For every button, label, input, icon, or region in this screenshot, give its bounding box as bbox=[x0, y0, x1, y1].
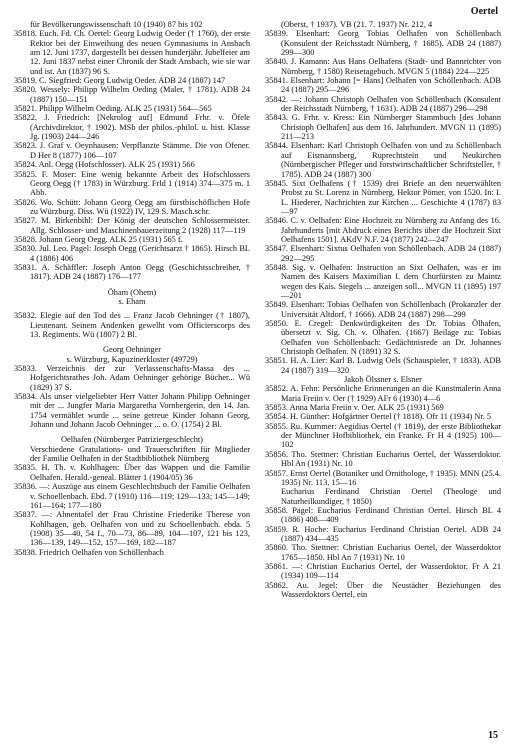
bibliography-entry: 35823. J. Graf v. Oeynhausen: Verpflanzte Stämme. Die von Ofener. D Her 8 (1877) 106—107 bbox=[14, 141, 250, 160]
bibliography-entry: 35818. Euch. Fd. Ch. Oertel: Georg Ludwig Oeder († 1760), der erste Rektor bei der Einweihung des neuen Gymnasiums in Ansbach am 12. Juni 1737, dargestellt bei dessen hunderjähr. Jubelfeier am 12. Juni 1837 nebst einer Chronik der Stadt Ansbach, wie sie war und ist. An (1837) 96 S. bbox=[14, 29, 250, 76]
bibliography-entry: 35826. Wo. Schütt: Johann Georg Oegg am fürstbischöflichen Hofe zu Würzburg. Diss. Wü (1922) IV, 129 S. Masch.schr. bbox=[14, 197, 250, 216]
bibliography-entry: 35833. Verzeichnis der zur Verlassenschafts-Massa des ... Hofgerichtsrathes Joh. Adam Oehninger gehörige Bücher... Wü (1829) 37 S. bbox=[14, 364, 250, 392]
bibliography-entry: 35856. Tho. Stettner: Christian Eucharius Oertel, der Wasserdoktor. Hbl An (1931) Nr. 10 bbox=[265, 449, 501, 469]
bibliography-entry: 35827. M. Birkenbihl: Der König der deutschen Schlossermeister. Allg. Schlosser- und Maschinenbauerzeitung 2 (1928) 117—119 bbox=[14, 216, 250, 235]
bibliography-entry: 35834. Als unser vielgeliebter Herr Vatter Johann Philipp Oehninger mit der ... Jungfer Maria Margaretha Vornbergerin, den 14. Jan. 1754 vermählet wurde ... seine getreue Kinder Johann Georg, Johann und Johann Jacob Oehninger ... o. O. (1754) 2 Bl. bbox=[14, 392, 250, 430]
bibliography-entry: s. Würzburg, Kapuzinerkloster (49729) bbox=[66, 354, 198, 364]
bibliography-entry: Jakob Ölssner s. Elsner bbox=[344, 375, 422, 385]
bibliography-entry: 35841. Elsenhart: Johann [= Hans] Oelhafen von Schöllenbach. ADB 24 (1887) 295—296 bbox=[265, 76, 501, 95]
bibliography-entry: 35842. —: Johann Christoph Oelhafen von Schöllenbach (Konsulent der Reichsstadt Nürnberg, † 1631). ADB 24 (1887) 296—298 bbox=[265, 94, 501, 114]
bibliography-entry: 35820. Wessely: Philipp Wilhelm Oeding (Maler, † 1781). ADB 24 (1887) 150—151 bbox=[14, 85, 250, 104]
bibliography-entry: 35857. Ernst Oertel (Botaniker und Ornithologe, † 1935). MNN (25.4. 1935) Nr. 113, 15—16 bbox=[265, 468, 501, 487]
bibliography-entry: 35854. H. Günther: Hofgärtner Oertel († 1818). Ofr 11 (1934) Nr. 5 bbox=[265, 412, 492, 422]
page-number: 15 bbox=[488, 730, 498, 741]
bibliography-entry: Verschiedene Gratulations- und Trauerschriften für Mitglieder der Familie Oelhafen in der Stadtbibliothek Nürnberg bbox=[30, 444, 250, 464]
right-column bbox=[265, 20, 501, 599]
bibliography-entry: 35845. Sixt Oelhafens († 1539) drei Briefe an den neuerwählten Probst zu St. Lorenz in Nürnberg, Hektor Pömer, von 1520. In: I. L. Hiederer, Nachrichten zur Kirchen ... Geschichte 4 (1787) 83—97 bbox=[265, 178, 501, 216]
bibliography-entry: 35843. G. Frhr. v. Kress: Ein Nürnberger Stammbuch [des Johann Christoph Oelhafen] aus dem 16. Jahrhundert. MVGN 11 (1895) 211—213 bbox=[265, 113, 501, 142]
bibliography-entry: 35830. Jul. Leo. Pagel: Joseph Oegg (Gerichtsarzt † 1865). Hirsch BL 4 (1886) 406 bbox=[14, 244, 250, 263]
bibliography-entry: 35850. E. Cregel: Denkwürdigkeiten des Dr. Tobias Ölhafen, übersetzt v. Sig. Ch. v. Olhafen. (1667) Beilage zu: Tobias Oelhafen von Schöllenbach: Gedächtnisrede an Dr. Johannes Christoph Oelhafen. N (1891) 32 S. bbox=[265, 319, 501, 357]
bibliography-entry: 35836. —: Auszüge aus einem Geschlechtsbuch der Familie Oelhafen v. Schoellenbach. Ebd. 7 (1910) 116—119; 129—133; 145—149; 161—164; 177—180 bbox=[14, 482, 250, 510]
bibliography-entry: 35838. Friedrich Oelhafen von Schöllenbach bbox=[14, 547, 164, 557]
bibliography-entry: 35825. F. Moser: Eine wenig bekannte Arbeit des Hofschlossers Georg Oegg († 1783) in Würzburg. Frld 1 (1914) 374—375 m. 1 Abb. bbox=[14, 169, 250, 198]
left-column bbox=[14, 20, 250, 557]
bibliography-entry: 35824. Anl. Oegg (Hofschlosser). ALK 25 (1931) 566 bbox=[14, 160, 195, 170]
bibliography-entry: 35819. C. Siegfried: Georg Ludwig Oeder. ADB 24 (1887) 147 bbox=[14, 76, 226, 86]
bibliography-entry: 35849. Elsenhart: Tobias Oelhafen von Schöllenbach (Prokanzler der Universität Altdorf, † 1666). ADB 24 (1887) 298—299 bbox=[265, 300, 501, 319]
bibliography-entry: 35840. J. Kamann: Aus Hans Oelhafens (Stadt- und Bannrichter von Nürnberg, † 1580) Reisetagebuch. MVGN 5 (1884) 224—225 bbox=[265, 57, 501, 76]
bibliography-entry: 35821. Philipp Wilhelm Oeding. ALK 25 (1931) 564—565 bbox=[14, 104, 212, 114]
bibliography-entry: 35852. A. Fehn: Persönliche Erinnerungen an die Kunstmalerin Anna Maria Freiin v. Oer († 1929) AFr 6 (1930) 4—6 bbox=[265, 384, 501, 403]
bibliography-entry: (Oberst, † 1937). VB (21. 7. 1937) Nr. 212, 4 bbox=[281, 20, 433, 29]
bibliography-entry: 35847. Elsenhart: Sixtus Oelhafen von Schöllenbach. ADB 24 (1887) 292—295 bbox=[265, 244, 501, 263]
bibliography-entry: 35848. Sig. v. Oelhafen: Instruction an Sixt Oelhafen, was er im Namen des Kaisers Maximilian I. dem Churfürsten zu Maintz wegen des Kais. Siegels ... anzeigen soll... MVGN 11 (1895) 197—201 bbox=[265, 262, 501, 300]
bibliography-entry: 35822. J. Friedrich: [Nekrolog auf] Edmund Frhr. v. Öfele (Archivdirektor, † 1902). MSb der philos.-philol. u. hist. Klasse Jg. (1903) 244—246 bbox=[14, 113, 250, 142]
bibliography-entry: 35862. Au. Jegel: Über die Neustädter Beziehungen des Wasserdoktors Oertel, ein bbox=[265, 580, 501, 599]
bibliography-entry: 35855. Ru. Kummer: Aegidius Oertel († 1819), der erste Bibliothekar der Münchner Hofbibliothek, ein Franke. Fr H 4 (1925) 100—102 bbox=[265, 421, 501, 450]
running-header: Oertel bbox=[470, 6, 498, 17]
bibliography-entry: Georg Oehninger bbox=[102, 345, 161, 355]
bibliography-entry: 35861. —: Christian Eucharius Oertel, der Wasserdoktor. Fr A 21 (1934) 109—114 bbox=[265, 561, 501, 581]
bibliography-entry: 35844. Elsenhart: Karl Christoph Oelhafen von und zu Schöllenbach auf Eismannsberg, Ruprechtstein und Neukirchen (Nürnbergischer Pfleger und forstwirtschaftlicher Schriftsteller, † 1785). ADB 24 (1887) 300 bbox=[265, 141, 501, 179]
bibliography-entry: 35853. Anna Maria Freiin v. Oer. ALK 25 (1931) 569 bbox=[265, 403, 444, 413]
bibliography-entry: 35831. A. Schäffler: Joseph Anton Oegg (Geschichtsschreiber, † 1817). ADB 24 (1887) 176—177 bbox=[14, 262, 250, 282]
bibliography-entry: 35860. Tho. Stettner: Christian Eucharius Oertel, der Wasserdoktor 1765—1850. Hbl An 7 (1931) Nr. 10 bbox=[265, 543, 501, 562]
bibliography-entry: 35832. Elegie auf den Tod des ... Franz Jacob Oehninger († 1807), Lieutenant. Seinem Andenken gewelht vom Officierscorps des 13. Regiments. Wü (1807) 2 Bl. bbox=[14, 311, 250, 339]
bibliography-entry: für Bevölkerungswissenschaft 10 (1940) 87 bis 102 bbox=[30, 20, 203, 29]
bibliography-entry: 35839. Elsenhart: Georg Tobias Oelhafen von Schöllenbach (Konsulent der Reichsstadt Nürnberg, † 1685). ADB 24 (1887) 299—300 bbox=[265, 29, 501, 58]
bibliography-entry: Oelhafen (Nürnberger Patriziergeschlecht) bbox=[61, 435, 203, 445]
bibliography-entry: 35828. Johann Georg Oegg. ALK 25 (1931) 565 f. bbox=[14, 234, 183, 244]
bibliography-entry: 35858. Pagel: Eucharius Ferdinand Christian Oertel. Hirsch BL 4 (1886) 408—409 bbox=[265, 505, 501, 525]
bibliography-entry: 35851. H. A. Lier: Karl B. Ludwig Oels (Schauspieler, † 1833). ADB 24 (1887) 319—320 bbox=[265, 356, 501, 375]
bibliography-entry: 35846. C. v. Oelhafen: Eine Hochzeit zu Nürnberg zu Anfang des 16. Jahrhunderts [mit Abdruck eines Berichts über die Hochzeit Sixt Oelhafens 1501]. AKdV N.F. 24 (1877) 242—247 bbox=[265, 216, 501, 244]
bibliography-entry: 35859. R. Hoche: Eucharius Ferdinand Christian Oertel. ADB 24 (1887) 434—435 bbox=[265, 524, 501, 543]
bibliography-entry: 35835. H. Th. v. Kohlhagen: Über das Wappen und die Familie Oelhafen. Herald.-geneal. Blätter 1 (1904/05) 36 bbox=[14, 463, 250, 482]
bibliography-entry: s. Eham bbox=[118, 296, 146, 306]
bibliography-entry: Öham (Ohem) bbox=[107, 287, 157, 297]
bibliography-entry: Eucharius Ferdinand Christian Oertel (Theologe und Naturheilkundiger, † 1850) bbox=[281, 487, 501, 506]
bibliography-entry: 35837. —: Ahnentafel der Frau Christine Friederike Therese von Kohlhagen, geb. Oelhafen von und zu Schoellenbach. ebda. 5 (1908) 35—40, 54 f., 70—73, 86—89, 104—107, 121 bis 123, 136—139, 149—152, 157—169, 182—187 bbox=[14, 510, 250, 548]
